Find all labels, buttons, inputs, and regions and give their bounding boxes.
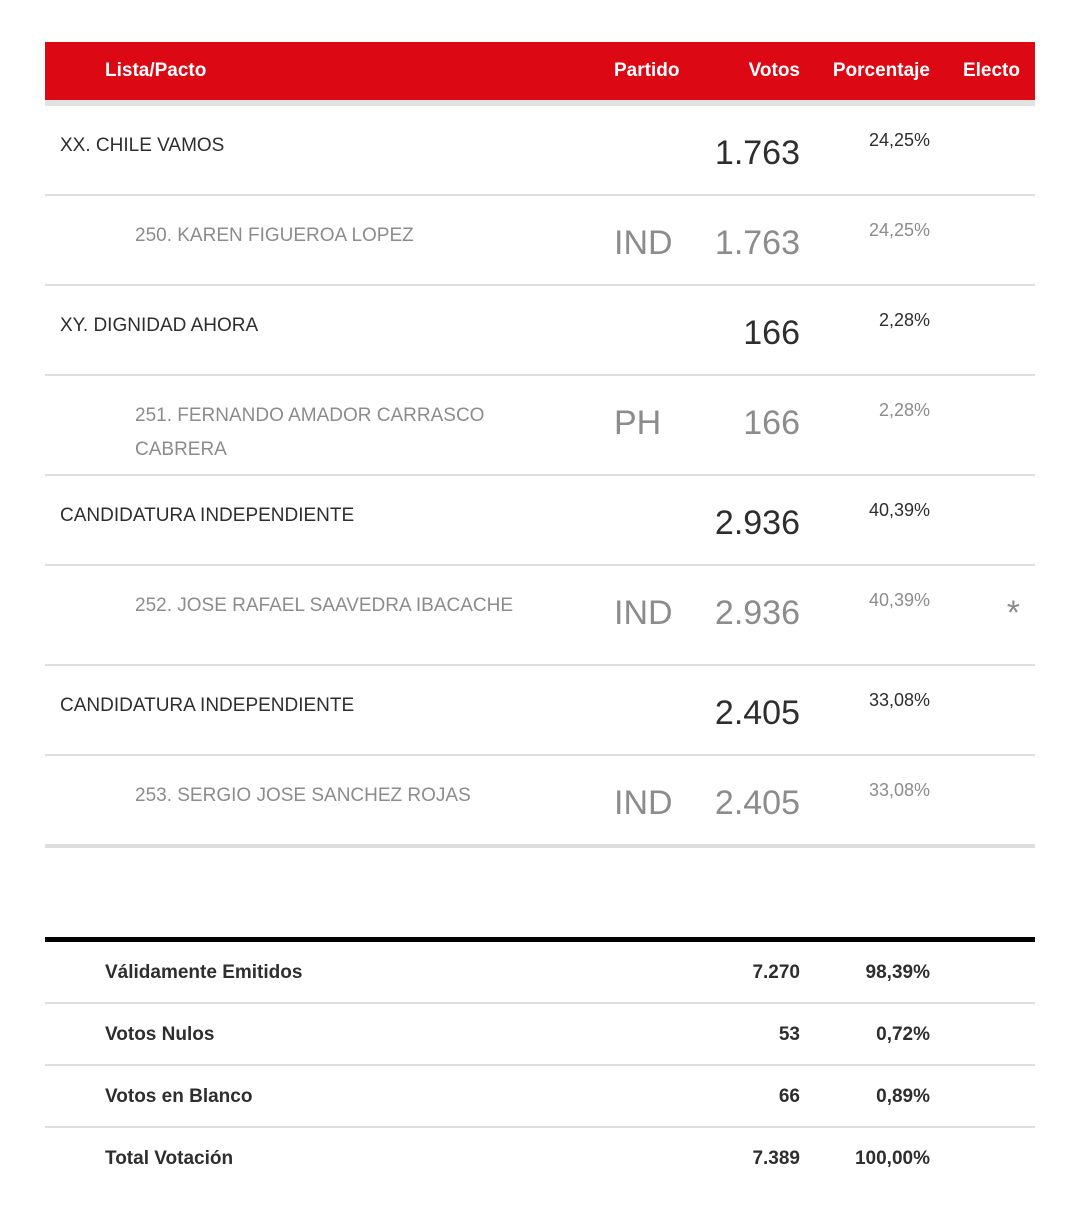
percentage: 33,08% — [868, 780, 930, 800]
candidate-name: 251. FERNANDO AMADOR CARRASCO CABRERA — [135, 405, 485, 460]
percentage: 2,28% — [878, 400, 930, 420]
percentage: 2,28% — [878, 310, 930, 330]
totals-table — [45, 937, 1035, 1188]
header-electo: Electo — [962, 60, 1020, 81]
votes: 2.405 — [714, 694, 800, 732]
percentage: 24,25% — [868, 220, 930, 240]
votes: 2.936 — [714, 594, 800, 632]
candidate-name: 250. KAREN FIGUEROA LOPEZ — [135, 225, 414, 246]
totals-percentage: 98,39% — [865, 962, 930, 983]
table-row-candidate — [45, 756, 1035, 846]
percentage: 24,25% — [868, 130, 930, 150]
elected-mark: * — [1006, 594, 1020, 632]
totals-row — [45, 942, 1035, 1004]
party: IND — [614, 224, 673, 262]
table-header — [45, 42, 1035, 106]
totals-percentage: 0,89% — [876, 1086, 930, 1107]
party: PH — [614, 404, 662, 442]
totals-label: Total Votación — [105, 1148, 234, 1169]
votes: 1.763 — [714, 224, 800, 262]
percentage: 33,08% — [868, 690, 930, 710]
results-table — [45, 42, 1035, 848]
votes: 166 — [743, 314, 800, 352]
candidate-name: 252. JOSE RAFAEL SAAVEDRA IBACACHE — [135, 595, 514, 616]
totals-row — [45, 1004, 1035, 1066]
party: IND — [614, 784, 673, 822]
table-row-list — [45, 286, 1035, 376]
header-porcentaje: Porcentaje — [832, 60, 930, 81]
totals-votes: 7.270 — [752, 962, 800, 983]
votes: 2.936 — [714, 504, 800, 542]
totals-percentage: 0,72% — [876, 1024, 930, 1045]
table-row-list — [45, 666, 1035, 756]
percentage: 40,39% — [868, 500, 930, 520]
list-name: CANDIDATURA INDEPENDIENTE — [60, 695, 355, 716]
totals-row — [45, 1128, 1035, 1188]
totals-percentage: 100,00% — [854, 1148, 930, 1169]
list-name: XY. DIGNIDAD AHORA — [60, 315, 259, 336]
totals-label: Votos Nulos — [105, 1024, 215, 1045]
table-row-candidate — [45, 196, 1035, 286]
totals-row — [45, 1066, 1035, 1128]
table-row-candidate — [45, 376, 1035, 476]
table-row-candidate — [45, 566, 1035, 666]
totals-label: Votos en Blanco — [105, 1086, 253, 1107]
totals-votes: 53 — [778, 1024, 800, 1045]
table-row-list — [45, 476, 1035, 566]
header-lista: Lista/Pacto — [105, 60, 207, 81]
table-row-list — [45, 106, 1035, 196]
list-name: XX. CHILE VAMOS — [60, 135, 225, 156]
candidate-name: 253. SERGIO JOSE SANCHEZ ROJAS — [135, 785, 471, 806]
totals-votes: 66 — [778, 1086, 800, 1107]
totals-label: Válidamente Emitidos — [105, 962, 303, 983]
totals-votes: 7.389 — [752, 1148, 800, 1169]
header-votos: Votos — [748, 60, 800, 81]
party: IND — [614, 594, 673, 632]
votes: 1.763 — [714, 134, 800, 172]
percentage: 40,39% — [868, 590, 930, 610]
votes: 2.405 — [714, 784, 800, 822]
votes: 166 — [743, 404, 800, 442]
list-name: CANDIDATURA INDEPENDIENTE — [60, 505, 355, 526]
header-partido: Partido — [614, 60, 680, 81]
